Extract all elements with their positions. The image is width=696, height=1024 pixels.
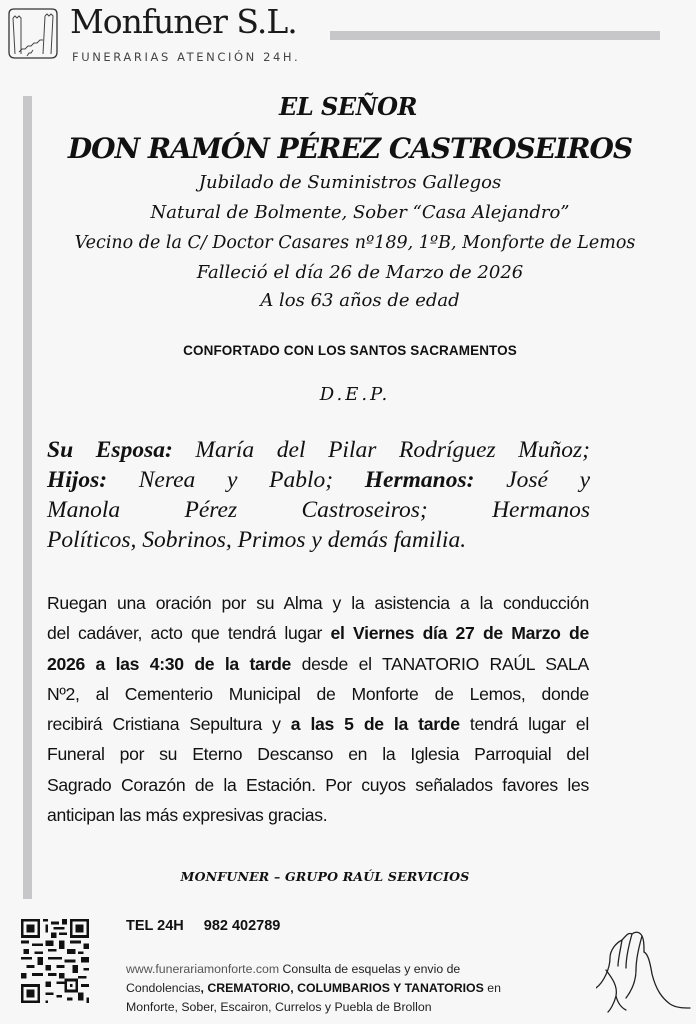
praying-hands-icon [596,918,692,1014]
funeral-time: a las 5 de la tarde [290,714,460,735]
service-line-2 [47,618,589,648]
service-time: 2026 a las 4:30 de la tarde [47,653,291,674]
family-line-3: Manola Pérez Castroseiros; Hermanos [47,497,590,523]
deceased-name: DON RAMÓN PÉREZ CASTROSEIROS [67,132,633,165]
notice-title: EL SEÑOR [279,92,417,121]
service-line-7: Sagrado Corazón de la Estación. Por cuyos señalados favores les [47,774,589,795]
occupation: Jubilado de Suministros Gallegos [198,172,502,193]
service-text: del cadáver, acto que tendrá lugar [47,623,331,644]
origin: Natural de Bolmente, Sober “Casa Alejandro” [150,202,570,223]
phone-number[interactable]: 982 402789 [203,918,281,934]
signature: MONFUNER – GRUPO RAÚL SERVICIOS [180,869,470,884]
death-date: Falleció el día 26 de Marzo de 2026 [196,262,524,283]
service-line-4: Nº2, al Cementerio Municipal de Monforte de Lemos, donde [47,683,589,704]
locations-text: Monforte, Sober, Escairon, Currelos y Puebla de Brollon [126,1000,432,1014]
services-list: , CREMATORIO, COLUMBARIOS Y TANATORIOS [200,981,484,995]
footer-text-3: en [483,981,501,995]
service-date: el Viernes día 27 de Marzo de [330,623,589,644]
brand-logo [5,6,61,62]
service-line-5 [47,709,589,739]
service-text: tendrá lugar el [459,714,589,735]
service-text: desde el TANATORIO RAÚL SALA [291,653,589,674]
service-line-8: anticipan las más expresivas gracias. [47,805,328,826]
phone-label: TEL 24H [126,918,184,934]
family-section [47,435,590,555]
phone-line [126,918,280,934]
website-link[interactable]: www.funerariamonforte.com [126,962,280,976]
footer-text-1: Consulta de esquelas y envio de [279,962,461,976]
family-line-2 [47,465,590,495]
service-line-1: Ruegan una oración por su Alma y la asistencia a la conducción [47,593,589,613]
service-line-6: Funeral por su Eterno Descanso en la Iglesia Parroquial del [47,744,589,765]
sacraments-text: CONFORTADO CON LOS SANTOS SACRAMENTOS [183,343,517,358]
rip-text: D.E.P. [319,384,391,405]
footer-info [126,960,576,1017]
qr-code-icon[interactable] [21,918,89,1004]
children-label: Hijos: [47,467,108,493]
header-divider [330,31,660,40]
spouse-name: María del Pilar Rodríguez Muñoz; [172,437,590,463]
left-border-bar [23,96,32,899]
brand-name: Monfuner S.L. [70,2,297,41]
family-line-1 [47,435,590,465]
children-names: Nerea y Pablo; [107,467,365,493]
family-line-4: Políticos, Sobrinos, Primos y demás familia. [47,527,467,553]
age: A los 63 años de edad [260,290,460,311]
brand-tagline: FUNERARIAS ATENCIÓN 24H. [72,50,301,64]
siblings-start: José y [474,467,591,493]
spouse-label: Su Esposa: [47,437,173,463]
siblings-label: Hermanos: [364,467,475,493]
service-text: recibirá Cristiana Sepultura y [47,714,291,735]
footer-text-2: Condolencias [126,981,201,995]
castle-tower-icon [5,6,61,62]
service-line-3 [47,649,589,679]
address: Vecino de la C/ Doctor Casares nº189, 1ºB, Monforte de Lemos [74,233,636,253]
service-paragraph [47,588,589,830]
